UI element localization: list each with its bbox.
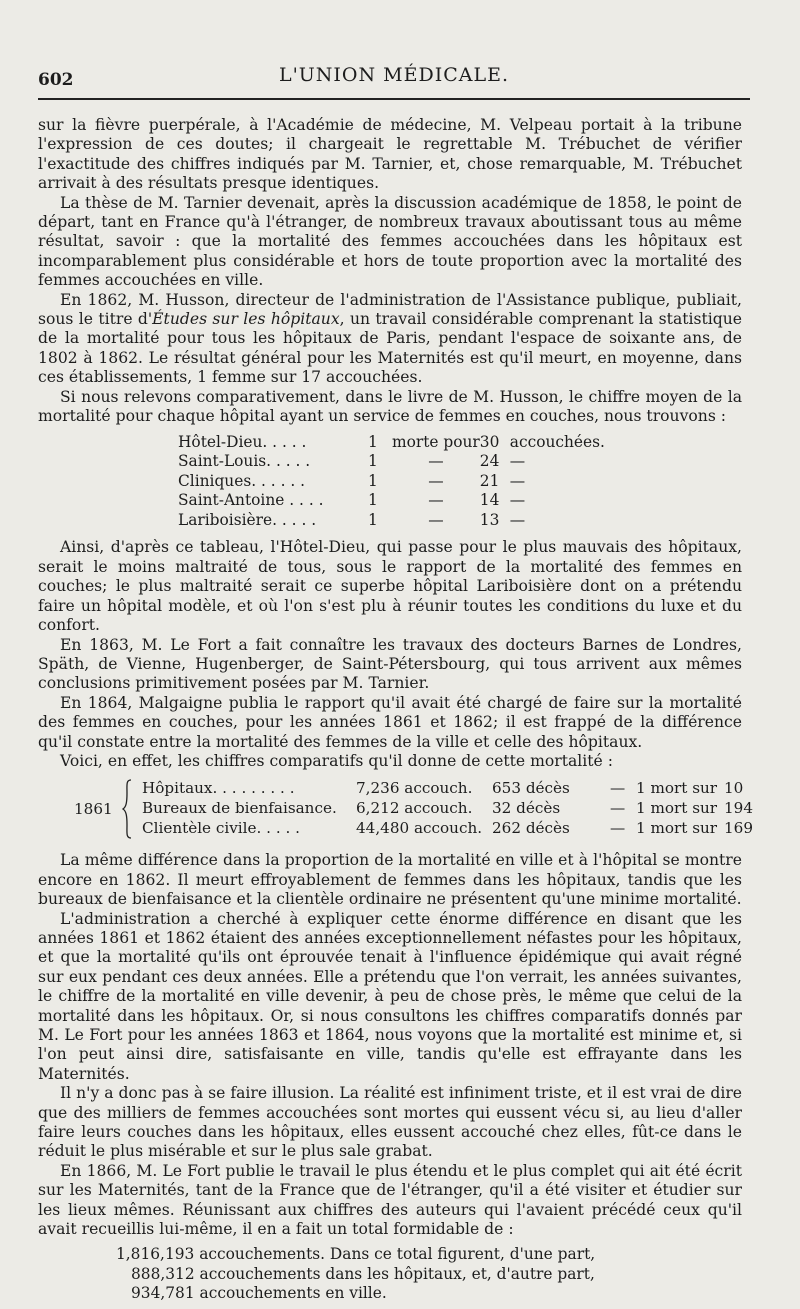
births-count: 13 (479, 510, 500, 529)
table-row (178, 491, 630, 511)
page-number: 602 (38, 70, 74, 90)
paragraph-text: , un travail considérable comprenant la statistique de la mortalité pour tous les hôpitaux de Paris, pendant l'espace de soixante ans, de 1802 à 1862. Le résultat général pour les Maternités est qu'il meurt, en moyenne, dans ces établissements, 1 femme sur 17 accouchées. (38, 310, 743, 387)
births-value: 44,480 accouch. (356, 819, 483, 838)
births-count: 21 (479, 471, 500, 490)
births-count: 30 (479, 432, 500, 451)
running-title: L'UNION MÉDICALE. (278, 64, 510, 86)
deaths-count: 1 (368, 471, 378, 490)
totals-line: 1,816,193 accouchements. Dans ce total figurent, d'une part, (116, 1245, 596, 1264)
hospital-name: Saint-Antoine . . . . (178, 491, 324, 510)
ratio-value: 169 (724, 819, 753, 838)
table-tail: accouchées. (509, 432, 605, 451)
totals-line: 934,781 accouchements en ville. (131, 1284, 387, 1303)
dash: — (610, 779, 626, 798)
hospital-name: Cliniques. . . . . . (178, 471, 306, 490)
paragraph-text: En 1862, M. Husson, directeur de l'administration de l'Assistance publique, publiait, sous le titre d' (38, 290, 742, 329)
deaths-value: 262 décès (492, 819, 570, 838)
hospital-name: Hôtel-Dieu. . . . . (178, 432, 307, 451)
paragraph: En 1863, M. Le Fort a fait connaître les travaux des docteurs Barnes de Londres, Späth, de Vienne, Hugenberger, de Saint-Pétersbourg, qui tous arrivent aux mêmes conclusions primitivement posées par M. Tarnier. (38, 635, 742, 693)
table-tail: — (509, 452, 526, 471)
paragraph: La même différence dans la proportion de la mortalité en ville et à l'hôpital se montre encore en 1862. Il meurt effroyablement de femmes dans les hôpitaux, tandis que les bureaux de bienfaisance et la clientèle ordinaire ne présentent qu'une minime mortalité. (38, 851, 742, 909)
brace-icon (122, 779, 132, 839)
deaths-count: 1 (368, 432, 378, 451)
births-value: 6,212 accouch. (356, 799, 473, 818)
paragraph: Voici, en effet, les chiffres comparatifs qu'il donne de cette mortalité : (60, 751, 613, 770)
totals-block (116, 1245, 742, 1303)
hospital-name: Saint-Louis. . . . . (178, 452, 311, 471)
table-connector: — (428, 510, 444, 529)
category-label: Bureaux de bienfaisance. (142, 799, 337, 818)
header-rule (38, 98, 750, 100)
ratio-label: 1 mort sur (636, 819, 718, 838)
table-tail: — (509, 471, 526, 490)
table-row (178, 452, 630, 472)
table-connector: morte pour (392, 432, 480, 451)
table-connector: — (428, 452, 444, 471)
page-header (38, 62, 750, 92)
totals-line: 888,312 accouchements dans les hôpitaux, et, d'autre part, (131, 1264, 595, 1283)
table-year: 1861 (74, 800, 113, 819)
table-row (178, 472, 630, 492)
table-row (178, 511, 630, 531)
paragraph: Ainsi, d'après ce tableau, l'Hôtel-Dieu, qui passe pour le plus mauvais des hôpitaux, serait le moins maltraité de tous, sous le rapport de la mortalité des femmes en couches; le plus maltraité serait ce superbe hôpital Lariboisière dont on a prétendu faire un hôpital modèle, et où l'on s'est plu à réunir toutes les conditions du luxe et du confort. (38, 538, 742, 635)
table-connector: — (428, 491, 444, 510)
births-count: 14 (479, 491, 500, 510)
dash: — (610, 819, 626, 838)
ratio-label: 1 mort sur (636, 779, 718, 798)
hospital-name: Lariboisière. . . . . (178, 510, 317, 529)
deaths-count: 1 (368, 510, 378, 529)
table-row (178, 433, 630, 453)
dash: — (610, 799, 626, 818)
paragraph: Il n'y a donc pas à se faire illusion. La réalité est infiniment triste, et il est vrai de dire que des milliers de femmes accouchées sont mortes qui eussent vécu si, au lieu d'aller faire leurs couches dans les hôpitaux, elles eussent accouché chez elles, fût-ce dans le réduit le plus misérable et sur le plus sale grabat. (38, 1084, 742, 1161)
paragraph: En 1866, M. Le Fort publie le travail le plus étendu et le plus complet qui ait été écrit sur les Maternités, tant de la France que de l'étranger, qu'il a été visiter et étudier sur les lieux mêmes. Réunissant aux chiffres des auteurs qui l'avaient précédé ceux qu'il avait recueillis lui-même, il en a fait un total formidable de : (38, 1161, 742, 1239)
category-label: Hôpitaux. . . . . . . . . (142, 779, 295, 798)
deaths-count: 1 (368, 452, 378, 471)
paragraph: La thèse de M. Tarnier devenait, après la discussion académique de 1858, le point de départ, tant en France qu'à l'étranger, de nombreux travaux aboutissant tous au même résultat, savoir : que la mortalité des femmes accouchées dans les hôpitaux est incomparablement plus considérable et hors de toute proportion avec la mortalité des femmes accouchées en ville. (38, 193, 742, 290)
table-1861 (38, 779, 753, 841)
book-title: Études sur les hôpitaux (152, 310, 340, 329)
body-text (38, 116, 753, 1304)
paragraph: En 1864, Malgaigne publia le rapport qu'il avait été chargé de faire sur la mortalité des femmes en couches, pour les années 1861 et 1862; il est frappé de la différence qu'il constate entre la mortalité des femmes de la ville et celle des hôpitaux. (38, 693, 742, 751)
paragraph: L'administration a cherché à expliquer cette énorme différence en disant que les années 1861 et 1862 étaient des années exceptionnellement néfastes pour les hôpitaux, et que la mortalité qu'ils ont éprouvée tenait à l'influence épidémique qui avait régné sur eux pendant ces deux années. Elle a prétendu que l'on verrait, les années suivantes, le chiffre de la mortalité en ville devenir, à peu de chose près, le même que celui de la mortalité dans les hôpitaux. Or, si nous consultons les chiffres comparatifs donnés par M. Le Fort pour les années 1863 et 1864, nous voyons que la mortalité est minime et, si l'on peut ainsi dire, satisfaisante en ville, tandis qu'elle est effrayante dans les Maternités. (38, 909, 742, 1083)
paragraph (38, 291, 742, 388)
paragraph: Si nous relevons comparativement, dans le livre de M. Husson, le chiffre moyen de la mortalité pour chaque hôpital ayant un service de femmes en couches, nous trouvons : (38, 387, 742, 426)
ratio-label: 1 mort sur (636, 799, 718, 818)
table-tail: — (509, 491, 526, 510)
category-label: Clientèle civile. . . . . (142, 819, 300, 838)
births-count: 24 (479, 452, 500, 471)
births-value: 7,236 accouch. (356, 779, 473, 798)
deaths-value: 32 décès (492, 799, 561, 818)
deaths-value: 653 décès (492, 779, 570, 798)
ratio-value: 194 (724, 799, 753, 818)
hospital-mortality-table (178, 433, 630, 531)
ratio-value: 10 (724, 779, 744, 798)
table-tail: — (509, 510, 526, 529)
deaths-count: 1 (368, 491, 378, 510)
table-connector: — (428, 471, 444, 490)
paragraph: sur la fièvre puerpérale, à l'Académie de médecine, M. Velpeau portait à la tribune l'expression de ces doutes; il chargeait le regrettable M. Trébuchet de vérifier l'exactitude des chiffres indiqués par M. Tarnier, et, chose remarquable, M. Trébuchet arrivait à des résultats presque identiques. (38, 116, 742, 193)
